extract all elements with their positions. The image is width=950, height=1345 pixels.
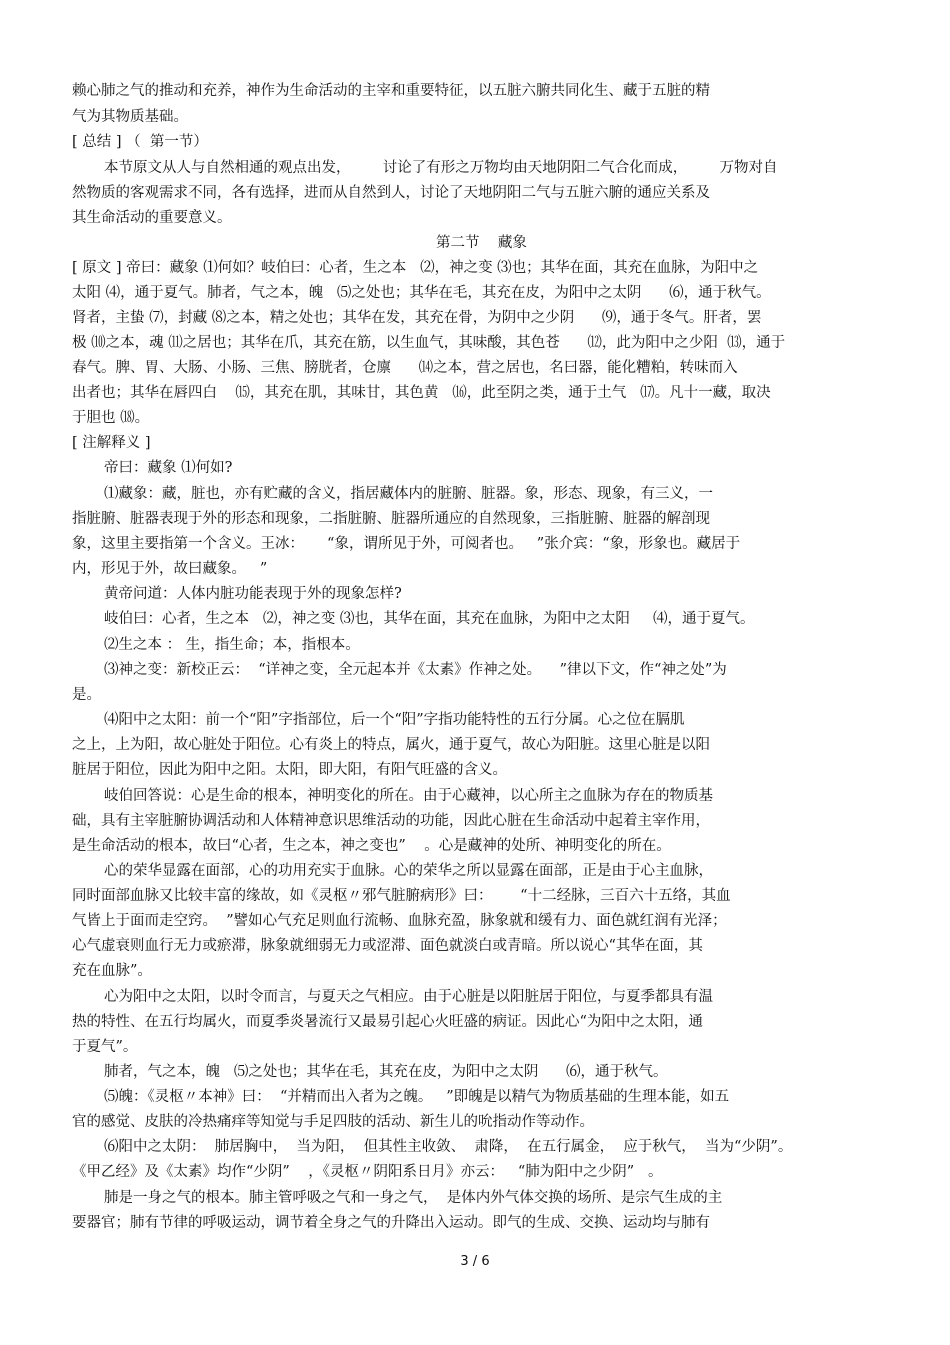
text-line: 心气虚衰则血行无力或瘀滞，脉象就细弱无力或涩滞、面色就淡白或青暗。所以说心“其华在面，其	[72, 938, 703, 954]
text-line: 同时面部血脉又比较丰富的缘故，如《灵枢〃邪气脏腑病形》曰： “十二经脉，三百六十五络，其血	[72, 888, 731, 904]
text-line: 象，这里主要指第一个含义。王冰： “象，谓所见于外，可阅者也。 ”张介宾：“象，形象也。藏居于	[72, 536, 741, 552]
text-line: 于夏气”。	[72, 1039, 138, 1055]
text-line: 肾者，主蛰 ⑺，封藏 ⑻之本，精之处也；其华在发，其充在骨，为阴中之少阴 ⑼，通于冬气。肝者，罢	[72, 310, 762, 326]
text-line: 黄帝问道：人体内脏功能表现于外的现象怎样?	[104, 586, 402, 602]
text-line: 出者也；其华在唇四白 ⒂，其充在肌，其味甘，其色黄 ⒃，此至阴之类，通于土气 ⒄。凡十一藏，取决	[72, 385, 771, 401]
text-line: 岐伯回答说：心是生命的根本，神明变化的所在。由于心藏神，以心所主之血脉为存在的物质基	[104, 788, 713, 804]
text-line: 《甲乙经》及《太素》均作“少阴” ，《灵枢〃阴阳系日月》亦云： “肺为阳中之少阴” 。	[72, 1164, 663, 1180]
text-line: 肺者，气之本，魄 ⑸之处也；其华在毛，其充在皮，为阳中之太阴 ⑹，通于秋气。	[104, 1064, 668, 1080]
text-line: ⑵生之本 ： 生，指生命；本，指根本。	[104, 637, 360, 653]
text-line: 然物质的客观需求不同，各有选择，进而从自然到人，讨论了天地阴阳二气与五脏六腑的通应关系及	[72, 185, 710, 201]
text-line: 心为阳中之太阳，以时令而言，与夏天之气相应。由于心脏是以阳脏居于阳位，与夏季都具有温	[104, 989, 713, 1005]
text-line: 春气。脾、胃、大肠、小肠、三焦、膀胱者，仓廪 ⒁之本，营之居也，名曰器，能化糟粕，转味而入	[72, 360, 738, 376]
text-line: 气为其物质基础。	[72, 109, 188, 125]
text-line: 脏居于阳位，因此为阳中之阳。太阳，即大阳，有阳气旺盛的含义。	[72, 762, 507, 778]
text-line: 帝曰：藏象 ⑴何如?	[104, 460, 233, 476]
text-line: 础，具有主宰脏腑协调活动和人体精神意识思维活动的功能，因此心脏在生命活动中起着主宰作用，	[72, 813, 710, 829]
text-line: ⑸魄：《灵枢〃本神》曰： “并精而出入者为之魄。 ”即魄是以精气为物质基础的生理本能，如五	[104, 1089, 730, 1105]
text-line: 岐伯曰：心者，生之本 ⑵，神之变 ⑶也，其华在面，其充在血脉，为阳中之太阳 ⑷，通于夏气。	[104, 611, 755, 627]
text-line: 官的感觉、皮肤的冷热痛痒等知觉与手足四肢的活动、新生儿的吮指动作等动作。	[72, 1114, 594, 1130]
text-line: ⑷阳中之太阳：前一个“阳”字指部位，后一个“阳”字指功能特性的五行分属。心之位在膈肌	[104, 712, 685, 728]
text-line: 指脏腑、脏器表现于外的形态和现象，二指脏腑、脏器所通应的自然现象，三指脏腑、脏器的解剖现	[72, 511, 710, 527]
text-line: 肺是一身之气的根本。肺主管呼吸之气和一身之气， 是体内外气体交换的场所、是宗气生成的主	[104, 1190, 723, 1206]
text-line: 气皆上于面而走空窍。 ”譬如心气充足则血行流畅、血脉充盈，脉象就和缓有力、面色就红润有光泽；	[72, 913, 727, 929]
text-line: 之上，上为阳，故心脏处于阳位。心有炎上的特点，属火，通于夏气，故心为阳脏。这里心脏是以阳	[72, 737, 710, 753]
text-line: 太阳 ⑷，通于夏气。肺者，气之本，魄 ⑸之处也；其华在毛，其充在皮，为阳中之太阴 ⑹，通于秋气。	[72, 285, 771, 301]
text-line: 心的荣华显露在面部，心的功用充实于血脉。心的荣华之所以显露在面部，正是由于心主血脉，	[104, 863, 713, 879]
text-line: [ 原文 ] 帝曰：藏象 ⑴何如？岐伯曰：心者，生之本 ⑵，神之变 ⑶也；其华在面，其充在血脉，为阳中之	[72, 260, 759, 276]
text-line: ⑶神之变：新校正云： “详神之变，全元起本并《太素》作神之处。 ”律以下文，作“神之处”为	[104, 662, 727, 678]
text-line: 极 ⑽之本，魂 ⑾之居也；其华在爪，其充在筋，以生血气，其味酸，其色苍 ⑿，此为阳中之少阳 ⒀，通于	[72, 335, 786, 351]
text-line: 要器官；肺有节律的呼吸运动，调节着全身之气的升降出入运动。即气的生成、交换、运动均与肺有	[72, 1215, 710, 1231]
page-number: 3 / 6	[460, 1254, 490, 1269]
text-line: 热的特性、在五行均属火，而夏季炎暑流行又最易引起心火旺盛的病证。因此心“为阳中之太阳，通	[72, 1014, 703, 1030]
text-line: 内，形见于外，故曰藏象。 ”	[72, 561, 268, 577]
text-line: 本节原文从人与自然相通的观点出发， 讨论了有形之万物均由天地阴阳二气合化而成， 万物对自	[104, 160, 778, 176]
text-line: ⑴藏象：藏，脏也，亦有贮藏的含义，指居藏体内的脏腑、脏器。象，形态、现象，有三义，一	[104, 486, 713, 502]
text-line: 赖心肺之气的推动和充养，神作为生命活动的主宰和重要特征，以五脏六腑共同化生、藏于五脏的精	[72, 83, 710, 99]
text-line: [ 总结 ] （ 第一节）	[72, 134, 208, 150]
text-line: ⑹阳中之太阴： 肺居胸中， 当为阳， 但其性主收敛、 肃降， 在五行属金， 应于秋气， 当为“少阴”。	[104, 1139, 793, 1155]
text-line: 是生命活动的根本，故曰“心者，生之本，神之变也” 。心是藏神的处所、神明变化的所在。	[72, 838, 671, 854]
text-line: 于胆也 ⒅。	[72, 410, 150, 426]
text-line: 其生命活动的重要意义。	[72, 210, 232, 226]
text-line: 充在血脉”。	[72, 963, 152, 979]
text-line: 第二节 藏象	[436, 235, 527, 251]
text-line: 是。	[72, 687, 101, 703]
text-line: [ 注解释义 ]	[72, 435, 151, 451]
